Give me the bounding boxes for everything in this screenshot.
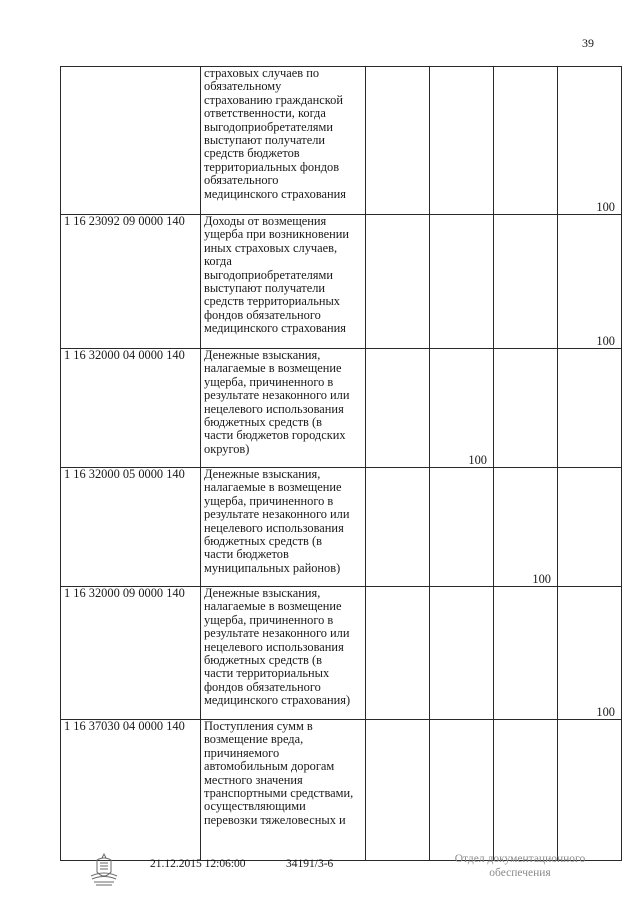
normative-cell: [558, 720, 622, 861]
normative-cell: [430, 468, 494, 587]
revenue-name-cell: Денежные взыскания, налагаемые в возмещение ущерба, причиненного в результате незаконного или нецелевого использования бюджетных средств (в части бюджетов городских округов): [201, 349, 366, 468]
table-row: [61, 587, 622, 720]
normative-cell: [494, 587, 558, 720]
normative-cell: [366, 349, 430, 468]
normative-cell: [494, 215, 558, 349]
normative-cell: [430, 720, 494, 861]
revenue-name-cell: страховых случаев по обязательному страхованию гражданской ответственности, когда выгодоприобретателями выступают получатели средств бюджетов территориальных фондов обязательного медицинского страхования: [201, 67, 366, 215]
normative-cell: [494, 720, 558, 861]
normative-cell: [366, 468, 430, 587]
footer-timestamp: 21.12.2015 12:06:00: [150, 858, 246, 870]
revenue-code-cell: 1 16 32000 05 0000 140: [61, 468, 201, 587]
page-footer: [0, 852, 640, 892]
revenue-code-cell: 1 16 23092 09 0000 140: [61, 215, 201, 349]
normative-cell: [366, 587, 430, 720]
revenue-code-cell: [61, 67, 201, 215]
footer-department-stamp: [440, 852, 600, 880]
normative-cell: [494, 349, 558, 468]
normative-cell: [558, 349, 622, 468]
table-row: [61, 720, 622, 861]
normative-cell: [366, 215, 430, 349]
normative-cell: [558, 468, 622, 587]
revenue-name-cell: Доходы от возмещения ущерба при возникновении иных страховых случаев, когда выгодоприобретателями выступают получатели средств территориальных фондов обязательного медицинского страхования: [201, 215, 366, 349]
budget-revenue-table: [60, 66, 622, 861]
revenue-code-cell: 1 16 37030 04 0000 140: [61, 720, 201, 861]
normative-cell: [366, 720, 430, 861]
revenue-name-cell: Денежные взыскания, налагаемые в возмещение ущерба, причиненного в результате незаконного или нецелевого использования бюджетных средств (в части территориальных фондов обязательного медицинского страхования): [201, 587, 366, 720]
revenue-name-cell: Денежные взыскания, налагаемые в возмещение ущерба, причиненного в результате незаконного или нецелевого использования бюджетных средств (в части бюджетов муниципальных районов): [201, 468, 366, 587]
revenue-code-cell: 1 16 32000 09 0000 140: [61, 587, 201, 720]
department-line: Отдел документационного: [454, 853, 586, 865]
normative-cell: [494, 67, 558, 215]
normative-cell: 100: [558, 587, 622, 720]
page-number: 39: [582, 36, 594, 50]
department-line: обеспечения: [489, 867, 551, 879]
normative-cell: 100: [558, 67, 622, 215]
table-row: [61, 67, 622, 215]
table-row: [61, 468, 622, 587]
table-row: [61, 349, 622, 468]
normative-cell: 100: [430, 349, 494, 468]
revenue-code-cell: 1 16 32000 04 0000 140: [61, 349, 201, 468]
normative-cell: [430, 587, 494, 720]
revenue-name-cell: Поступления сумм в возмещение вреда, причиняемого автомобильным дорогам местного значения транспортными средствами, осуществляющими перевозки тяжеловесных и: [201, 720, 366, 861]
normative-cell: 100: [558, 215, 622, 349]
normative-cell: [430, 67, 494, 215]
footer-document-number: 34191/3-6: [286, 858, 334, 870]
normative-cell: [430, 215, 494, 349]
coat-of-arms-icon: [88, 852, 120, 886]
normative-cell: [366, 67, 430, 215]
normative-cell: 100: [494, 468, 558, 587]
table-row: [61, 215, 622, 349]
